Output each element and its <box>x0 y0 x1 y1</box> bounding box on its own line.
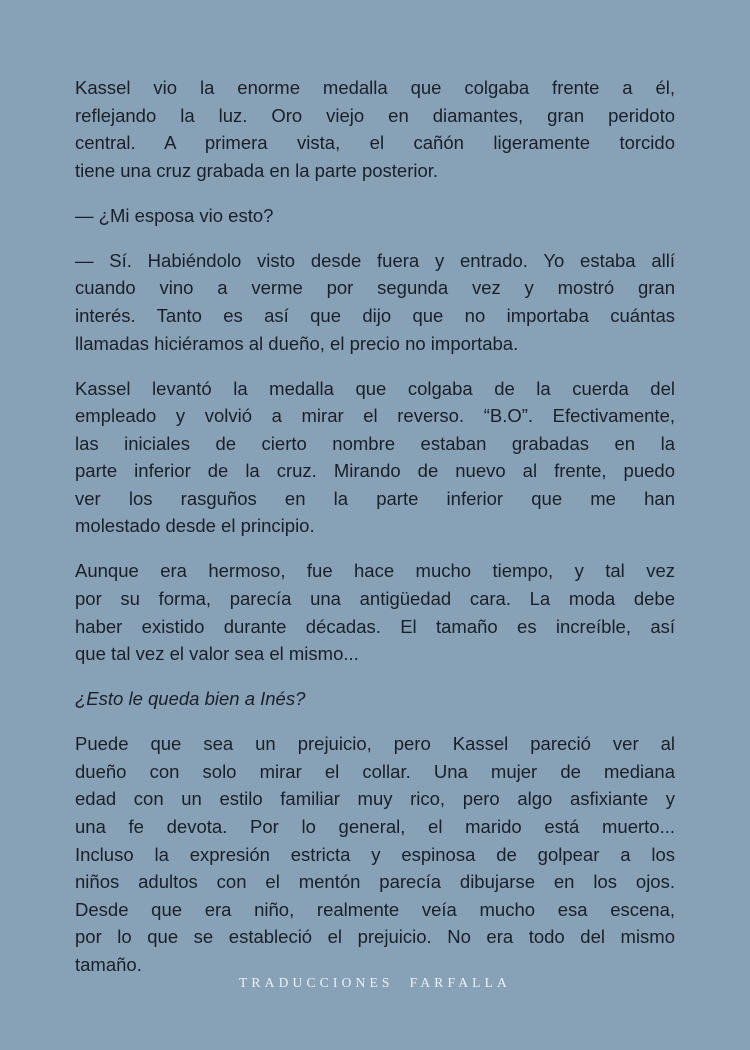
text-line: que tal vez el valor sea el mismo... <box>75 643 359 665</box>
text-line: central. A primera vista, el cañón ligeramente torcido <box>75 132 675 154</box>
paragraph <box>75 202 675 230</box>
text-line: llamadas hiciéramos al dueño, el precio no importaba. <box>75 332 519 354</box>
paragraph <box>75 74 675 184</box>
paragraph <box>75 557 675 667</box>
paragraph <box>75 247 675 357</box>
text-line: niños adultos con el mentón parecía dibujarse en los ojos. <box>75 871 675 893</box>
text-line: Incluso la expresión estricta y espinosa de golpear a los <box>75 843 675 865</box>
text-line: haber existido durante décadas. El tamaño es increíble, así <box>75 615 675 637</box>
text-line: reflejando la luz. Oro viejo en diamantes, gran peridoto <box>75 104 675 126</box>
text-line: cuando vino a verme por segunda vez y mostró gran <box>75 277 675 299</box>
italic-thought-paragraph <box>75 685 675 713</box>
text-line: por lo que se estableció el prejuicio. No era todo del mismo <box>75 926 675 948</box>
page-body <box>75 74 675 996</box>
text-line: Desde que era niño, realmente veía mucho esa escena, <box>75 898 675 920</box>
text-line: interés. Tanto es así que dijo que no importaba cuántas <box>75 304 675 326</box>
text-line: Aunque era hermoso, fue hace mucho tiempo, y tal vez <box>75 560 675 582</box>
paragraph <box>75 730 675 978</box>
text-line: dueño con solo mirar el collar. Una mujer de mediana <box>75 760 675 782</box>
text-line: — ¿Mi esposa vio esto? <box>75 204 274 226</box>
text-line: tiene una cruz grabada en la parte posterior. <box>75 159 439 181</box>
text-line: las iniciales de cierto nombre estaban grabadas en la <box>75 432 675 454</box>
text-line: Puede que sea un prejuicio, pero Kassel pareció ver al <box>75 733 675 755</box>
text-line: Kassel levantó la medalla que colgaba de la cuerda del <box>75 377 675 399</box>
paragraph <box>75 375 675 541</box>
text-line: empleado y volvió a mirar el reverso. “B.O”. Efectivamente, <box>75 405 675 427</box>
text-line: parte inferior de la cruz. Mirando de nuevo al frente, puedo <box>75 460 675 482</box>
text-line: Kassel vio la enorme medalla que colgaba frente a él, <box>75 77 675 98</box>
text-line: por su forma, parecía una antigüedad cara. La moda debe <box>75 588 675 610</box>
text-line: tamaño. <box>75 953 142 975</box>
footer-credit <box>0 975 750 991</box>
text-line: — Sí. Habiéndolo visto desde fuera y entrado. Yo estaba allí <box>75 249 675 271</box>
text-line: ver los rasguños en la parte inferior que me han <box>75 487 675 509</box>
text-line: edad con un estilo familiar muy rico, pero algo asfixiante y <box>75 788 675 810</box>
footer-word-1: TRADUCCIONES <box>238 975 394 990</box>
text-line: una fe devota. Por lo general, el marido está muerto... <box>75 816 675 837</box>
text-line: molestado desde el principio. <box>75 515 315 537</box>
text-line: ¿Esto le queda bien a Inés? <box>75 688 306 710</box>
footer-word-2: FARFALLA <box>409 975 511 990</box>
